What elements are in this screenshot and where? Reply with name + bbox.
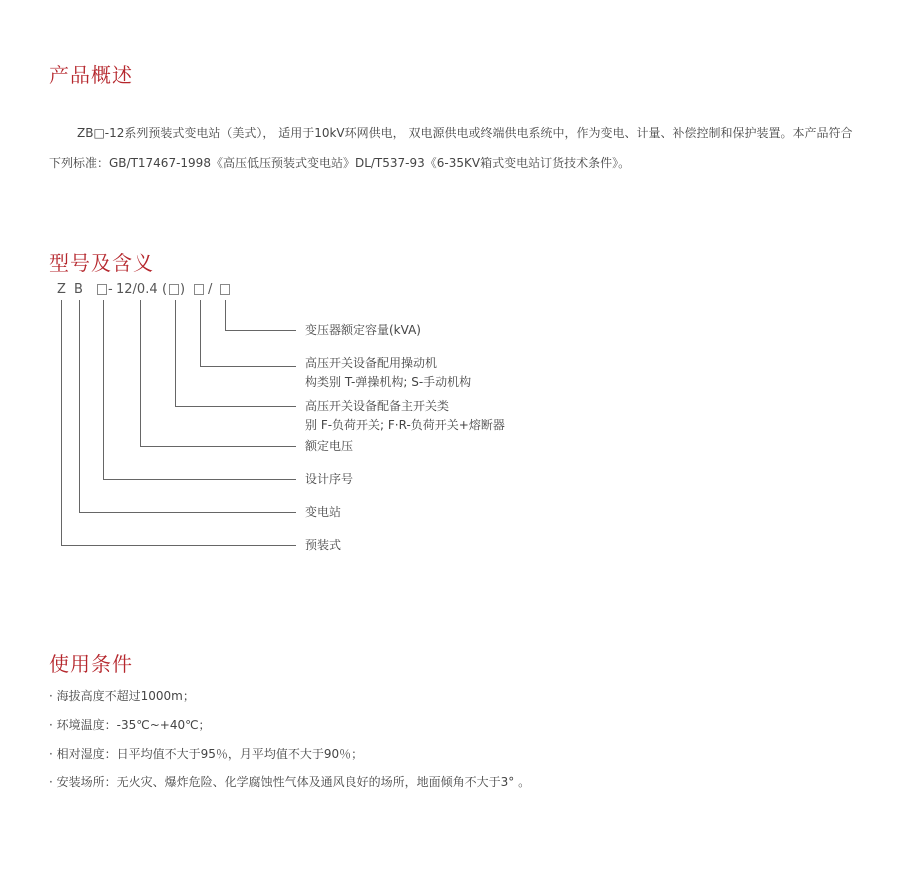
label-substation: 变电站 (305, 505, 342, 519)
line-capacity (226, 300, 297, 331)
code-dash: - (108, 282, 113, 297)
line-prefab (62, 300, 297, 546)
code-rating: 12/0.4 (116, 282, 158, 297)
label-switch-line1: 高压开关设备配备主开关类 (305, 399, 450, 413)
condition-item: · 安装场所：无火灾、爆炸危险、化学腐蚀性气体及通风良好的场所，地面倾角不大于3° 。 (49, 775, 531, 789)
label-switch-line2: 别 F-负荷开关; F·R-负荷开关+熔断器 (305, 418, 505, 432)
condition-item: · 相对湿度：日平均值不大于95％，月平均值不大于90％； (49, 747, 364, 761)
label-capacity: 变压器额定容量(kVA) (305, 323, 421, 337)
model-title: 型号及含义 (49, 251, 154, 275)
code-letter-z: Z (57, 282, 66, 297)
condition-item: · 海拔高度不超过1000m； (49, 689, 195, 703)
conditions-title: 使用条件 (49, 652, 133, 676)
code-slash: / (208, 282, 213, 297)
label-rated-voltage: 额定电压 (305, 439, 354, 453)
overview-text: ZB□-12系列预装式变电站（美式）， 适用于10kV环网供电， 双电源供电或终端供电系统中，作为变电、计量、补偿控制和保护装置。本产品符合下列标准：GB/T17467-1998《高压低压预装式变电站》DL/T537-93《6-35KV箱式变电站订货技术条件》。 (49, 126, 853, 170)
label-design-serial: 设计序号 (305, 472, 354, 486)
code-rparen: ) (180, 282, 186, 297)
condition-item: · 环境温度：-35℃~+40℃； (49, 718, 211, 732)
line-rating (141, 300, 297, 447)
line-switch (176, 300, 297, 407)
line-design (104, 300, 297, 480)
code-lparen: ( (162, 282, 168, 297)
code-letter-b: B (74, 282, 83, 297)
overview-title: 产品概述 (49, 63, 133, 87)
line-mechanism (201, 300, 297, 367)
label-mechanism-line1: 高压开关设备配用操动机 (305, 356, 438, 370)
label-prefabricated: 预装式 (305, 538, 342, 552)
label-mechanism-line2: 构类别 T-弹操机构; S-手动机构 (305, 375, 472, 389)
